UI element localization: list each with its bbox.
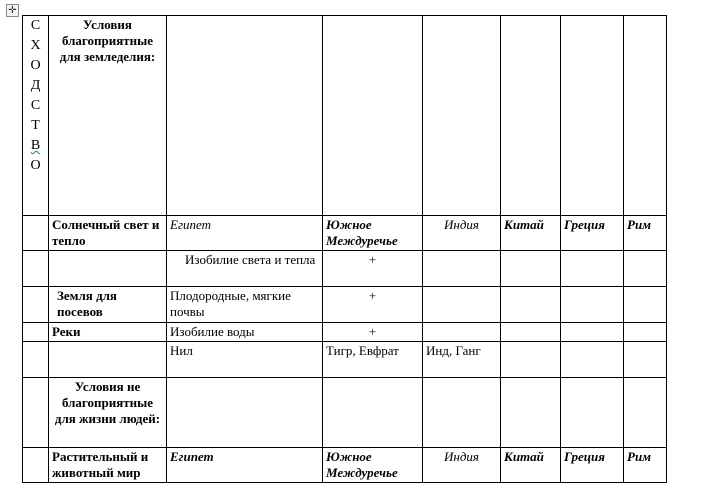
plus-mark[interactable]: + xyxy=(323,251,423,287)
col-china[interactable]: Китай xyxy=(501,448,561,483)
table-cell[interactable] xyxy=(23,323,49,342)
table-cell[interactable] xyxy=(23,287,49,323)
move-cross-icon[interactable]: ✛ xyxy=(6,4,19,17)
table-cell[interactable] xyxy=(561,16,624,216)
col-egypt[interactable]: Египет xyxy=(167,216,323,251)
table-cell[interactable] xyxy=(423,287,501,323)
col-india[interactable]: Индия xyxy=(423,216,501,251)
table-cell[interactable] xyxy=(624,378,667,448)
river-egypt[interactable]: Нил xyxy=(167,342,323,378)
col-china[interactable]: Китай xyxy=(501,216,561,251)
table-cell[interactable] xyxy=(501,323,561,342)
side-letter: О xyxy=(30,58,41,73)
table-row xyxy=(23,16,667,216)
land-text[interactable]: Плодородные, мягкие почвы xyxy=(167,287,323,323)
side-letter: О xyxy=(30,158,41,173)
table-cell[interactable] xyxy=(23,251,49,287)
vertical-label-cell xyxy=(23,16,49,216)
col-india[interactable]: Индия xyxy=(423,448,501,483)
table-cell[interactable] xyxy=(23,342,49,378)
row-label-land[interactable]: Земля для посевов xyxy=(49,287,167,323)
side-letter: В xyxy=(30,138,41,153)
table-cell[interactable] xyxy=(423,378,501,448)
table-cell[interactable] xyxy=(167,378,323,448)
table-cell[interactable] xyxy=(501,342,561,378)
table-cell[interactable] xyxy=(624,251,667,287)
table-cell[interactable] xyxy=(23,448,49,483)
table-cell[interactable] xyxy=(561,251,624,287)
table-cell[interactable] xyxy=(561,323,624,342)
table-cell[interactable] xyxy=(501,251,561,287)
table-cell[interactable] xyxy=(423,323,501,342)
row-label-rivers[interactable]: Реки xyxy=(49,323,167,342)
table-cell[interactable] xyxy=(49,251,167,287)
table-cell[interactable] xyxy=(561,342,624,378)
side-letter: С xyxy=(30,18,41,33)
table-cell[interactable] xyxy=(23,378,49,448)
table-row xyxy=(23,216,667,251)
col-egypt[interactable]: Египет xyxy=(167,448,323,483)
plus-mark[interactable]: + xyxy=(323,287,423,323)
table-cell[interactable] xyxy=(624,323,667,342)
col-mesopotamia[interactable]: Южное Междуречье xyxy=(323,216,423,251)
row-label-sun[interactable]: Солнечный свет и тепло xyxy=(49,216,167,251)
table-cell[interactable] xyxy=(23,216,49,251)
table-cell[interactable] xyxy=(501,287,561,323)
river-mesopotamia[interactable]: Тигр, Евфрат xyxy=(323,342,423,378)
river-india[interactable]: Инд, Ганг xyxy=(423,342,501,378)
col-rome[interactable]: Рим xyxy=(624,448,667,483)
col-rome[interactable]: Рим xyxy=(624,216,667,251)
table-cell[interactable] xyxy=(561,287,624,323)
col-greece[interactable]: Греция xyxy=(561,448,624,483)
side-letter: Д xyxy=(30,78,41,93)
table-cell[interactable] xyxy=(423,16,501,216)
table-cell[interactable] xyxy=(323,16,423,216)
table-cell[interactable] xyxy=(624,16,667,216)
table-cell[interactable] xyxy=(501,378,561,448)
side-letter: Х xyxy=(30,38,41,53)
col-mesopotamia[interactable]: Южное Междуречье xyxy=(323,448,423,483)
col-greece[interactable]: Греция xyxy=(561,216,624,251)
table-cell[interactable] xyxy=(561,378,624,448)
header-favorable[interactable]: Условия благоприятные для земледелия: xyxy=(49,16,167,216)
header-unfavorable[interactable]: Условия не благоприятные для жизни людей: xyxy=(49,378,167,448)
table-row xyxy=(23,287,667,323)
plus-mark[interactable]: + xyxy=(323,323,423,342)
row-label-flora[interactable]: Растительный и животный мир xyxy=(49,448,167,483)
rivers-text[interactable]: Изобилие воды xyxy=(167,323,323,342)
side-letter: С xyxy=(30,98,41,113)
table-cell[interactable] xyxy=(423,251,501,287)
table-row xyxy=(23,251,667,287)
table-row xyxy=(23,378,667,448)
table-cell[interactable] xyxy=(624,287,667,323)
abundance-text[interactable]: Изобилие света и тепла xyxy=(167,251,323,287)
side-letter: Т xyxy=(31,118,40,133)
comparison-table xyxy=(22,15,667,483)
table-row xyxy=(23,323,667,342)
table-row xyxy=(23,342,667,378)
table-cell[interactable] xyxy=(167,16,323,216)
table-row xyxy=(23,448,667,483)
table-cell[interactable] xyxy=(323,378,423,448)
table-cell[interactable] xyxy=(501,16,561,216)
table-cell[interactable] xyxy=(49,342,167,378)
table-cell[interactable] xyxy=(624,342,667,378)
